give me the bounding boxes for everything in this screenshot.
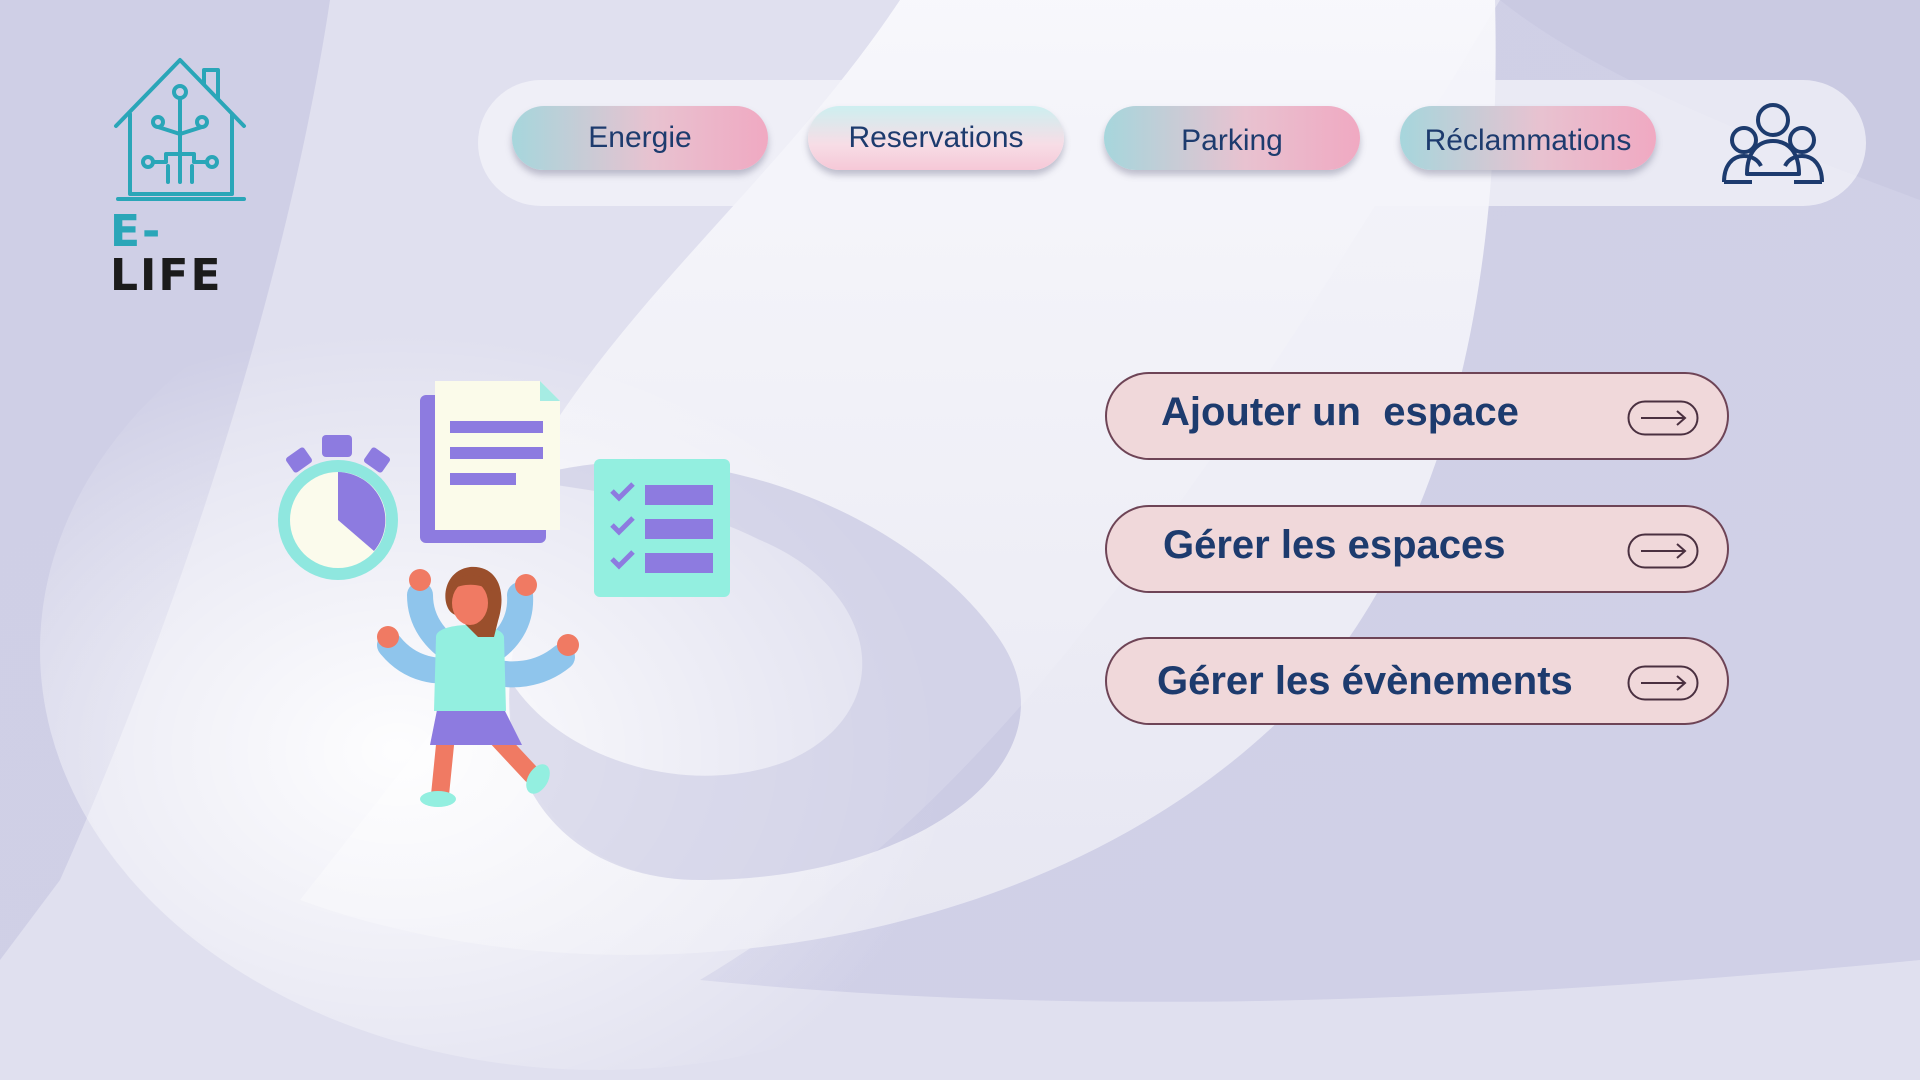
arrow-right-icon — [1627, 533, 1699, 569]
smart-home-icon — [108, 54, 254, 204]
stopwatch-icon — [278, 435, 398, 580]
users-button[interactable] — [1718, 96, 1828, 192]
arrow-right-icon — [1627, 400, 1699, 436]
woman-figure — [377, 567, 579, 807]
arrow-right-icon — [1627, 665, 1699, 701]
brand-logo[interactable] — [108, 54, 254, 301]
checklist-icon — [594, 459, 730, 597]
add-space-label: Ajouter un espace — [1161, 390, 1519, 434]
nav-reclamations-button[interactable]: Réclammations — [1400, 106, 1656, 170]
nav-reservations-button[interactable]: Reservations — [808, 106, 1064, 170]
nav-energie-button[interactable]: Energie — [512, 106, 768, 170]
top-navigation — [478, 80, 1866, 206]
add-space-button[interactable] — [1105, 372, 1729, 460]
multitasking-woman-illustration — [270, 375, 740, 815]
users-group-icon — [1718, 96, 1828, 192]
brand-wordmark-suffix: LIFE — [110, 250, 223, 301]
manage-events-label: Gérer les évènements — [1157, 659, 1573, 703]
manage-events-button[interactable] — [1105, 637, 1729, 725]
brand-wordmark-prefix: E- — [110, 206, 163, 257]
document-icon — [420, 381, 560, 543]
manage-spaces-label: Gérer les espaces — [1163, 523, 1506, 567]
brand-wordmark — [110, 206, 260, 301]
nav-parking-button[interactable]: Parking — [1104, 106, 1360, 170]
manage-spaces-button[interactable] — [1105, 505, 1729, 593]
